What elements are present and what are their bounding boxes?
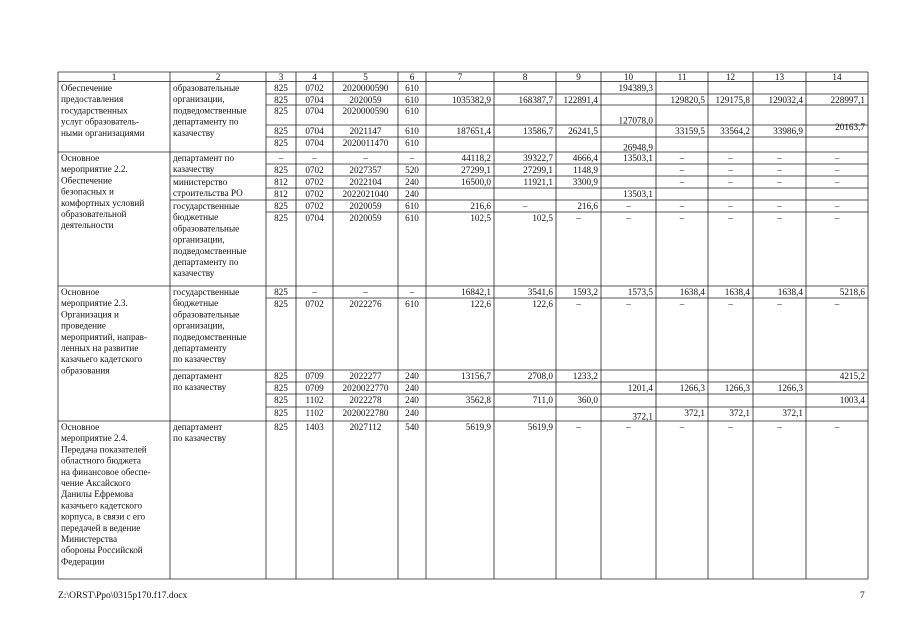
amount-cell: 13156,7 — [461, 371, 491, 381]
amount-cell: 228997,1 — [830, 95, 865, 105]
code-cell: 610 — [405, 138, 419, 148]
amount-cell: 3562,8 — [465, 395, 491, 405]
code-cell: 825 — [274, 371, 288, 381]
code-cell: 825 — [274, 106, 288, 116]
code-cell: 2022021040 — [342, 189, 389, 199]
measure-name-line: комфортных условий — [61, 197, 145, 208]
dash-cell: – — [777, 165, 782, 175]
dash-cell: – — [728, 165, 733, 175]
measure-name-line: ными организациями — [61, 127, 145, 138]
executor-line: подведомственные — [173, 331, 247, 342]
amount-cell: 1201,4 — [627, 383, 653, 393]
amount-cell: 13503,1 — [623, 153, 653, 163]
measure-name-line: услуг образователь- — [61, 116, 140, 127]
amount-cell: 127078,0 — [618, 115, 653, 126]
code-cell: 825 — [274, 201, 288, 211]
amount-cell: 194389,3 — [618, 83, 653, 93]
measure-name-line: передачей в ведение — [61, 522, 141, 533]
code-cell: 2021147 — [349, 126, 382, 136]
amount-cell: 122,6 — [532, 299, 553, 309]
amount-cell: 27299,1 — [523, 165, 553, 175]
executor-line: департамент по — [173, 153, 235, 163]
executor-line: по казачеству — [173, 433, 227, 444]
measure-name-line: Основное — [61, 422, 100, 432]
dash-cell: – — [777, 213, 782, 223]
measure-name-line: казачьего кадетского — [61, 500, 143, 511]
measure-name-line: Данилы Ефремова — [61, 489, 134, 500]
measure-name-line: на финансовое обеспе- — [61, 466, 151, 477]
amount-cell: 1148,9 — [573, 165, 598, 175]
amount-cell: 1638,4 — [679, 287, 705, 297]
header-cell: 13 — [774, 72, 785, 82]
amount-cell: 129032,4 — [768, 95, 803, 105]
amount-cell: 3541,6 — [527, 287, 553, 297]
measure-name-line: предоставления — [61, 94, 124, 105]
code-cell: 610 — [405, 83, 419, 93]
header-cell: 11 — [677, 72, 687, 82]
header-cell: 9 — [576, 72, 581, 82]
header-cell: 6 — [409, 72, 415, 82]
measure-name-line: деятельности — [61, 220, 114, 231]
measure-name-line: обороны Российской — [61, 545, 143, 556]
code-cell: – — [363, 287, 368, 297]
amount-cell: 26241,5 — [568, 126, 598, 136]
measure-name-line: проведение — [61, 320, 107, 331]
dash-cell: – — [834, 299, 840, 309]
code-cell: – — [312, 287, 317, 297]
measure-name-line: Министерства — [61, 534, 118, 544]
code-cell: 2020059 — [349, 213, 382, 223]
code-cell: 825 — [274, 126, 288, 136]
measure-name-line: Обеспечение — [61, 175, 112, 186]
dash-cell: – — [834, 165, 840, 175]
amount-cell: 5619,9 — [527, 422, 553, 432]
code-cell: 0702 — [305, 299, 324, 309]
dash-cell: – — [679, 165, 685, 175]
code-cell: 2027357 — [349, 165, 382, 175]
amount-cell: 1593,2 — [572, 287, 598, 297]
code-cell: 0704 — [305, 126, 324, 136]
amount-cell: 44118,2 — [461, 153, 491, 163]
amount-cell: 16500,0 — [461, 177, 491, 187]
executor-line: департаменту — [173, 343, 227, 353]
dash-cell: – — [626, 213, 631, 223]
executor-line: государственные — [173, 287, 240, 297]
amount-cell: 129175,8 — [715, 95, 750, 105]
measure-name-line: Основное — [61, 287, 100, 297]
dash-cell: – — [728, 177, 733, 187]
amount-cell: 1003,4 — [839, 395, 865, 405]
code-cell: 610 — [405, 95, 419, 105]
amount-cell: 360,0 — [577, 395, 598, 405]
code-cell: 610 — [405, 201, 419, 211]
dash-cell: – — [728, 201, 733, 211]
code-cell: 1102 — [305, 395, 324, 405]
dash-cell: – — [679, 299, 685, 309]
code-cell: 240 — [405, 383, 419, 393]
amount-cell: 4666,4 — [572, 153, 598, 163]
header-cell: 10 — [623, 72, 634, 82]
code-cell: 0704 — [305, 213, 324, 223]
amount-cell: 27299,1 — [461, 165, 491, 175]
code-cell: 2020000590 — [342, 83, 389, 93]
amount-cell: 13503,1 — [623, 189, 653, 199]
code-cell: 0702 — [305, 189, 324, 199]
amount-cell: 129820,5 — [670, 95, 705, 105]
amount-cell: 1573,5 — [627, 287, 653, 297]
executor-line: образовательные — [173, 223, 240, 234]
code-cell: 825 — [274, 422, 288, 432]
measure-name-line: образования — [61, 365, 110, 376]
measure-name-line: мероприятий, направ- — [61, 331, 148, 342]
code-cell: 825 — [274, 395, 288, 405]
executor-line: организации, — [173, 94, 225, 105]
code-cell: 540 — [405, 422, 419, 432]
amount-cell: 1035382,9 — [451, 95, 491, 105]
executor-line: департаменту по — [173, 257, 239, 267]
amount-cell: 5218,6 — [839, 287, 865, 297]
amount-cell: 216,6 — [577, 201, 598, 211]
code-cell: – — [409, 287, 415, 297]
amount-cell: 33986,9 — [773, 126, 803, 136]
amount-cell: 372,1 — [632, 411, 653, 422]
code-cell: 2022277 — [349, 371, 382, 381]
dash-cell: – — [679, 177, 685, 187]
measure-name-line: мероприятие 2.2. — [61, 164, 128, 175]
code-cell: 2022278 — [349, 395, 382, 405]
dash-cell: – — [728, 153, 733, 163]
amount-cell: 4215,2 — [839, 371, 865, 381]
code-cell: 240 — [405, 395, 419, 405]
amount-cell: 1638,4 — [777, 287, 803, 297]
code-cell: 240 — [405, 189, 419, 199]
header-cell: 3 — [278, 72, 284, 82]
amount-cell: 33564,2 — [720, 126, 750, 136]
measure-name-line: мероприятие 2.3. — [61, 298, 128, 309]
code-cell: 825 — [274, 165, 288, 175]
code-cell: 0702 — [305, 165, 324, 175]
amount-cell: 102,5 — [470, 213, 491, 223]
code-cell: 2020059 — [349, 95, 382, 105]
header-cell: 4 — [312, 72, 317, 82]
amount-cell: 2708,0 — [527, 371, 553, 381]
code-cell: 825 — [274, 138, 288, 148]
amount-cell: 33159,5 — [675, 126, 705, 136]
code-cell: 2020011470 — [342, 138, 389, 148]
code-cell: 825 — [274, 408, 288, 418]
executor-line: образовательные — [173, 83, 240, 93]
code-cell: 825 — [274, 83, 288, 93]
dash-cell: – — [777, 201, 782, 211]
amount-cell: 1266,3 — [777, 383, 803, 393]
amount-cell: 372,1 — [782, 408, 803, 418]
executor-line: департамент — [173, 422, 223, 432]
code-cell: 0702 — [305, 83, 324, 93]
code-cell: 812 — [274, 177, 288, 187]
dash-cell: – — [679, 153, 685, 163]
code-cell: 610 — [405, 299, 419, 309]
code-cell: 825 — [274, 299, 288, 309]
code-cell: 2020000590 — [342, 106, 389, 116]
header-cell: 5 — [363, 72, 368, 82]
dash-cell: – — [777, 299, 782, 309]
code-cell: 0704 — [305, 106, 324, 116]
amount-cell: 16842,1 — [461, 287, 491, 297]
code-cell: 1403 — [305, 422, 324, 432]
code-cell: 825 — [274, 213, 288, 223]
header-cell: 14 — [832, 72, 842, 82]
measure-name-line: корпуса, в связи с его — [61, 511, 146, 522]
code-cell: – — [278, 153, 284, 163]
header-cell: 1 — [111, 72, 117, 82]
measure-name-line: Передача показателей — [61, 444, 147, 455]
dash-cell: – — [626, 422, 631, 432]
amount-cell: 102,5 — [532, 213, 553, 223]
dash-cell: – — [728, 213, 733, 223]
amount-cell: 20163,7 — [835, 122, 865, 132]
dash-cell: – — [576, 422, 581, 432]
dash-cell: – — [834, 213, 840, 223]
dash-cell: – — [626, 299, 631, 309]
code-cell: 2020059 — [349, 201, 382, 211]
code-cell: 0702 — [305, 177, 324, 187]
code-cell: 610 — [405, 106, 419, 116]
executor-line: государственные — [173, 201, 240, 211]
executor-line: министерство — [173, 177, 228, 187]
amount-cell: 26948,9 — [623, 142, 653, 153]
dash-cell: – — [728, 299, 733, 309]
executor-line: казачеству — [173, 268, 215, 279]
amount-cell: 13586,7 — [523, 126, 553, 136]
executor-line: казачеству — [173, 164, 215, 175]
dash-cell: – — [834, 422, 840, 432]
code-cell: 2020022780 — [342, 408, 389, 418]
code-cell: – — [312, 153, 317, 163]
dash-cell: – — [576, 213, 581, 223]
code-cell: 2027112 — [349, 422, 382, 432]
code-cell: 240 — [405, 371, 419, 381]
dash-cell: – — [777, 177, 782, 187]
executor-line: департамент — [173, 371, 223, 381]
amount-cell: 1638,4 — [724, 287, 750, 297]
code-cell: 2022276 — [349, 299, 382, 309]
dash-cell: – — [626, 201, 631, 211]
code-cell: 240 — [405, 408, 419, 418]
header-cell: 12 — [725, 72, 736, 82]
code-cell: 0704 — [305, 138, 324, 148]
amount-cell: 372,1 — [684, 408, 705, 418]
executor-line: подведомственные — [173, 245, 247, 256]
code-cell: 812 — [274, 189, 288, 199]
measure-name-line: государственных — [61, 105, 128, 116]
amount-cell: 11921,1 — [523, 177, 553, 187]
amount-cell: 39322,7 — [523, 153, 553, 163]
header-cell: 8 — [522, 72, 528, 82]
dash-cell: – — [679, 422, 685, 432]
measure-name-line: чение Аксайского — [61, 478, 131, 488]
executor-line: подведомственные — [173, 105, 247, 116]
dash-cell: – — [777, 153, 782, 163]
executor-line: образовательные — [173, 309, 240, 320]
amount-cell: 1266,3 — [679, 383, 705, 393]
code-cell: 1102 — [305, 408, 324, 418]
dash-cell: – — [679, 201, 685, 211]
code-cell: 825 — [274, 95, 288, 105]
amount-cell: 122891,4 — [563, 95, 598, 105]
code-cell: – — [409, 153, 415, 163]
amount-cell: 5619,9 — [465, 422, 491, 432]
code-cell: 0709 — [305, 383, 324, 393]
amount-cell: 168387,7 — [518, 95, 553, 105]
amount-cell: 711,0 — [532, 395, 553, 405]
executor-line: по казачеству — [173, 382, 227, 393]
code-cell: 610 — [405, 126, 419, 136]
dash-cell: – — [576, 299, 581, 309]
amount-cell: 122,6 — [470, 299, 491, 309]
measure-name-line: казачьего кадетского — [61, 354, 143, 365]
amount-cell: 187651,4 — [456, 126, 491, 136]
code-cell: 2020022770 — [342, 383, 389, 393]
code-cell: 520 — [405, 165, 419, 175]
amount-cell: 216,6 — [470, 201, 491, 211]
executor-line: департаменту по — [173, 116, 239, 127]
file-path: Z:\ORST\Ppo\0315p170.f17.docx — [58, 591, 188, 601]
amount-cell: 372,1 — [729, 408, 750, 418]
amount-cell: 3300,9 — [572, 177, 598, 187]
amount-cell: 1266,3 — [724, 383, 750, 393]
measure-name-line: Федерации — [61, 556, 105, 567]
executor-line: казачеству — [173, 127, 215, 138]
measure-name-line: безопасных и — [61, 186, 114, 197]
dash-cell: – — [728, 422, 733, 432]
dash-cell: – — [834, 153, 840, 163]
code-cell: 825 — [274, 287, 288, 297]
executor-line: по казачеству — [173, 354, 227, 365]
measure-name-line: областного бюджета — [61, 455, 141, 466]
executor-line: бюджетные — [173, 212, 219, 223]
dash-cell: – — [522, 201, 528, 211]
code-cell: 0702 — [305, 201, 324, 211]
dash-cell: – — [777, 422, 782, 432]
header-cell: 2 — [215, 72, 221, 82]
measure-name-line: образовательной — [61, 209, 127, 219]
code-cell: 825 — [274, 383, 288, 393]
code-cell: 0709 — [305, 371, 324, 381]
amount-cell: 1233,2 — [572, 371, 598, 381]
dash-cell: – — [834, 201, 840, 211]
page-number: 7 — [860, 591, 865, 601]
measure-name-line: ленных на развитие — [61, 343, 139, 353]
executor-line: бюджетные — [173, 298, 219, 309]
code-cell: 0704 — [305, 95, 324, 105]
code-cell: 240 — [405, 177, 419, 187]
measure-name-line: мероприятие 2.4. — [61, 433, 128, 444]
measure-name-line: Основное — [61, 153, 100, 163]
executor-line: организации, — [173, 234, 225, 245]
measure-name-line: Обеспечение — [61, 83, 112, 93]
executor-line: организации, — [173, 320, 225, 331]
executor-line: строительства РО — [173, 188, 243, 199]
dash-cell: – — [834, 177, 840, 187]
header-cell: 7 — [457, 72, 463, 82]
code-cell: – — [363, 153, 368, 163]
code-cell: 2022104 — [349, 177, 382, 187]
measure-name-line: Организация и — [61, 309, 119, 320]
dash-cell: – — [679, 213, 685, 223]
code-cell: 610 — [405, 213, 419, 223]
